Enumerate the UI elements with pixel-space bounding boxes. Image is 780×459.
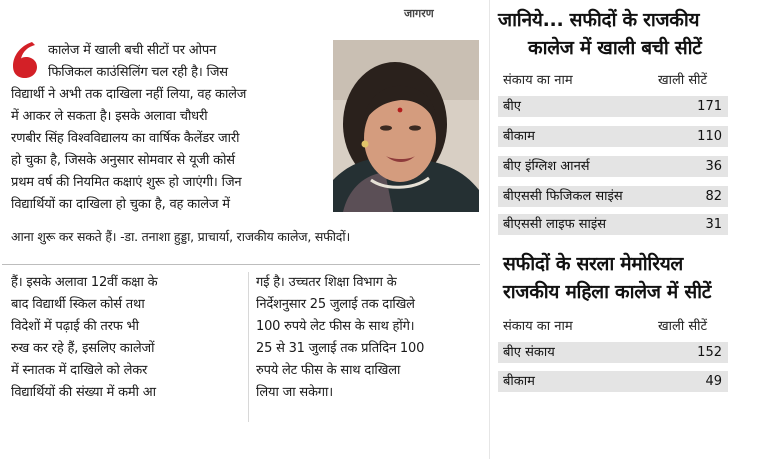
seats-cell: 171 — [697, 99, 722, 114]
body-line: 25 से 31 जुलाई तक प्रतिदिन 100 — [256, 341, 425, 356]
body-line: गई है। उच्चतर शिक्षा विभाग के — [256, 275, 397, 290]
body-line: रुपये लेट फीस के साथ दाखिला — [256, 363, 401, 378]
body-line: हैं। इसके अलावा 12वीं कक्षा के — [11, 275, 158, 290]
table1-col-seats: खाली सीटें — [658, 73, 708, 88]
faculty-cell: बीए संकाय — [503, 345, 555, 360]
quote-mark-icon — [10, 40, 44, 80]
table2-heading: राजकीय महिला कालेज में सीटें — [503, 281, 712, 303]
faculty-cell: बीए इंग्लिश आनर्स — [503, 159, 590, 174]
section-divider — [2, 264, 480, 265]
column-divider — [489, 0, 490, 459]
faculty-cell: बीएससी लाइफ साइंस — [503, 217, 607, 232]
principal-photo — [333, 40, 479, 212]
faculty-cell: बीकाम — [503, 129, 535, 144]
table1-row — [498, 156, 728, 177]
table2-col-faculty: संकाय का नाम — [503, 319, 573, 334]
quote-line: फिजिकल काउंसिलिंग चल रही है। जिस — [48, 65, 228, 80]
table1-col-faculty: संकाय का नाम — [503, 73, 573, 88]
table1-heading: जानिये... सफीदों के राजकीय — [498, 9, 700, 31]
faculty-cell: बीएससी फिजिकल साइंस — [503, 189, 623, 204]
seats-cell: 82 — [705, 189, 722, 204]
seats-cell: 152 — [697, 345, 722, 360]
faculty-cell: बीए — [503, 99, 521, 114]
quote-line: प्रथम वर्ष की नियमित कक्षाएं शुरू हो जाएंगी। जिन — [11, 175, 242, 190]
table2-col-seats: खाली सीटें — [658, 319, 708, 334]
quote-line: कालेज में खाली बची सीटों पर ओपन — [48, 43, 217, 58]
table1-row — [498, 186, 728, 207]
body-line: निर्देशनुसार 25 जुलाई तक दाखिले — [256, 297, 415, 312]
quote-line: रणबीर सिंह विश्वविद्यालय का वार्षिक कैलेंडर जारी — [11, 131, 240, 146]
seats-cell: 36 — [705, 159, 722, 174]
seats-cell: 110 — [697, 129, 722, 144]
table1-heading: कालेज में खाली बची सीटें — [528, 37, 702, 59]
seats-cell: 31 — [705, 217, 722, 232]
body-line: बाद विद्यार्थी स्किल कोर्स तथा — [11, 297, 145, 312]
table1-row — [498, 126, 728, 147]
table2-row — [498, 342, 728, 363]
body-line: में स्नातक में दाखिले को लेकर — [11, 363, 148, 378]
table1-row — [498, 96, 728, 117]
body-line: विदेशों में पढ़ाई की तरफ भी — [11, 319, 139, 334]
table1-row — [498, 214, 728, 235]
quote-line: में आकर ले सकता है। इसके अलावा चौधरी — [11, 109, 208, 124]
body-line: लिया जा सकेगा। — [256, 385, 333, 400]
body-line: रुख कर रहे हैं, इसलिए कालेजों — [11, 341, 155, 356]
quote-line: विद्यार्थी ने अभी तक दाखिला नहीं लिया, वह कालेज — [11, 87, 247, 102]
table2-row — [498, 371, 728, 392]
table2-heading: सफीदों के सरला मेमोरियल — [503, 253, 684, 275]
body-line: 100 रुपये लेट फीस के साथ होंगे। — [256, 319, 415, 334]
quote-line: हो चुका है, जिसके अनुसार सोमवार से यूजी कोर्स — [11, 153, 235, 168]
body-line: विद्यार्थियों की संख्या में कमी आ — [11, 385, 156, 400]
quote-line: विद्यार्थियों का दाखिला हो चुका है, वह कालेज में — [11, 197, 230, 212]
newspaper-label: जागरण — [404, 7, 434, 20]
faculty-cell: बीकाम — [503, 374, 535, 389]
seats-cell: 49 — [705, 374, 722, 389]
column-divider — [248, 272, 249, 422]
quote-attribution-line: आना शुरू कर सकते हैं। -डा. तनाशा हुड्डा, प्राचार्या, राजकीय कालेज, सफीदों। — [11, 229, 351, 244]
